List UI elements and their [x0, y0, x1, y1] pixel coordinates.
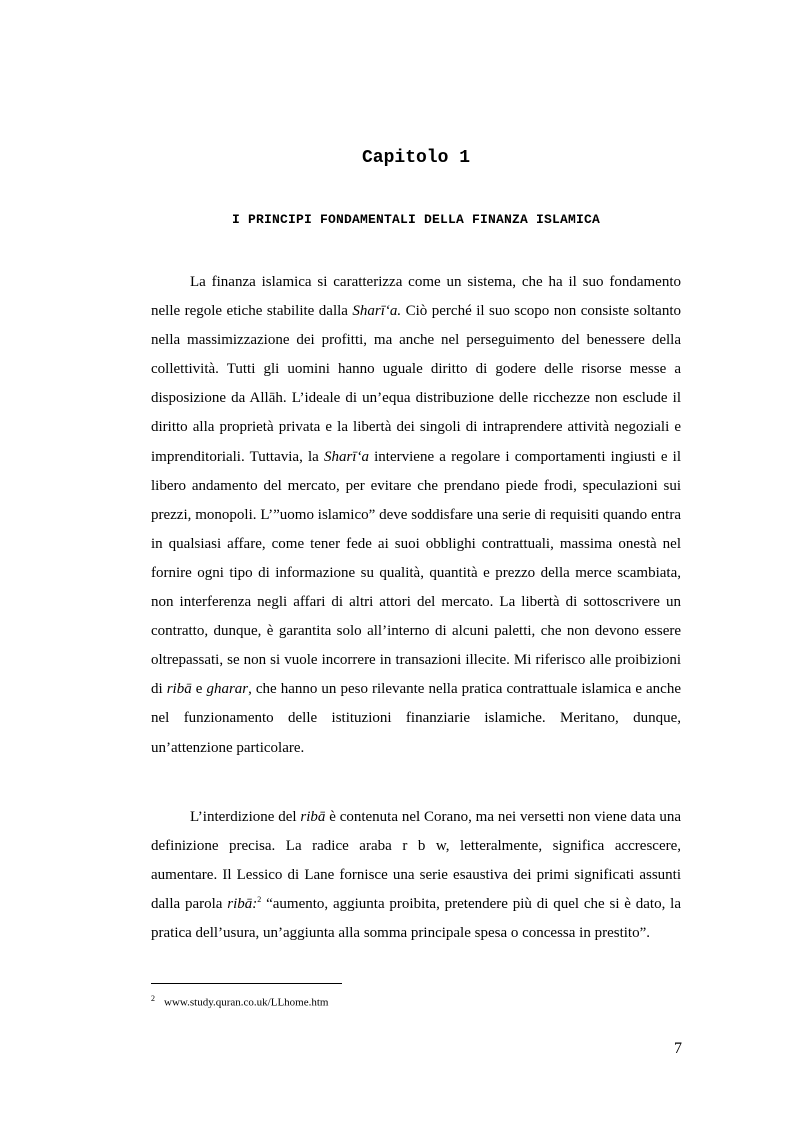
paragraph-1-text-1: La finanza islamica si caratterizza come un sistema, che ha il suo fondamento nelle regole etiche stabilite dalla: [151, 274, 681, 320]
footnote-divider: [151, 983, 342, 984]
chapter-label: Capitolo 1: [361, 148, 471, 168]
paragraph-1-text-4: e: [191, 681, 207, 698]
term-sharia: Sharī‘a.: [352, 303, 402, 320]
paragraph-2-text-3: “aumento, aggiunta proibita, pretendere più di quel che si è dato, la pratica dell’usura, un’aggiunta alla somma principale spesa o concessa in prestito”.: [151, 896, 681, 942]
term-riba: ribā: [227, 896, 253, 913]
term-riba: ribā: [166, 681, 192, 698]
paragraph-1-text-2: Ciò perché il suo scopo non consiste soltanto nella massimizzazione dei profitti, ma anche nel perseguimento del benessere della collettività. Tutti gli uomini hanno uguale diritto di godere delle risorse messe a disposizione da Allāh. L’ideale di un’equa distribuzione delle ricchezze non esclude il diritto alla proprietà privata e la libertà dei singoli di intraprendere attività negoziali e imprenditoriali. Tuttavia, la: [151, 303, 681, 465]
footnote-reference[interactable]: 2: [257, 895, 262, 905]
paragraph-2: [151, 803, 681, 948]
chapter-title: I PRINCIPI FONDAMENTALI DELLA FINANZA ISLAMICA: [231, 212, 601, 227]
paragraph-2-text-1: L’interdizione del: [190, 809, 301, 825]
term-riba: ribā: [300, 809, 326, 825]
paragraph-2-text-2: è contenuta nel Corano, ma nei versetti non viene data una definizione precisa. La radice araba r b w, letteralmente, significa accrescere, aumentare. Il Lessico di Lane fornisce una serie esaustiva dei primi significati assunti dalla parola: [151, 809, 682, 913]
footnote-number: 2: [151, 994, 155, 1003]
colon: :: [252, 896, 258, 913]
term-gharar: gharar: [206, 681, 249, 698]
paragraph-1: [151, 268, 681, 763]
paragraph-1-text-3: interviene a regolare i comportamenti ingiusti e il libero andamento del mercato, per evitare che prendano piede frodi, speculazioni sui prezzi, monopoli. L’”uomo islamico” deve soddisfare una serie di requisiti quando entra in qualsiasi affare, come tener fede ai suoi obblighi contrattuali, massima onestà nel fornire ogni tipo di informazione su qualità, quantità e prezzo della merce scambiata, non interferenza negli affari di altri attori del mercato. La libertà di sottoscrivere un contratto, dunque, è garantita solo all’interno di alcuni paletti, che non devono essere oltrepassati, se non si vuole incorrere in transazioni illecite. Mi riferisco alle proibizioni di: [151, 448, 681, 698]
page-number: 7: [674, 1040, 682, 1057]
footnote-text: www.study.quran.co.uk/LLhome.htm: [164, 996, 329, 1009]
paragraph-1-text-5: , che hanno un peso rilevante nella pratica contrattuale islamica e anche nel funzionamento delle istituzioni finanziarie islamiche. Meritano, dunque, un’attenzione particolare.: [151, 681, 681, 756]
term-sharia: Sharī‘a: [323, 448, 369, 465]
footnote: [151, 992, 328, 1010]
